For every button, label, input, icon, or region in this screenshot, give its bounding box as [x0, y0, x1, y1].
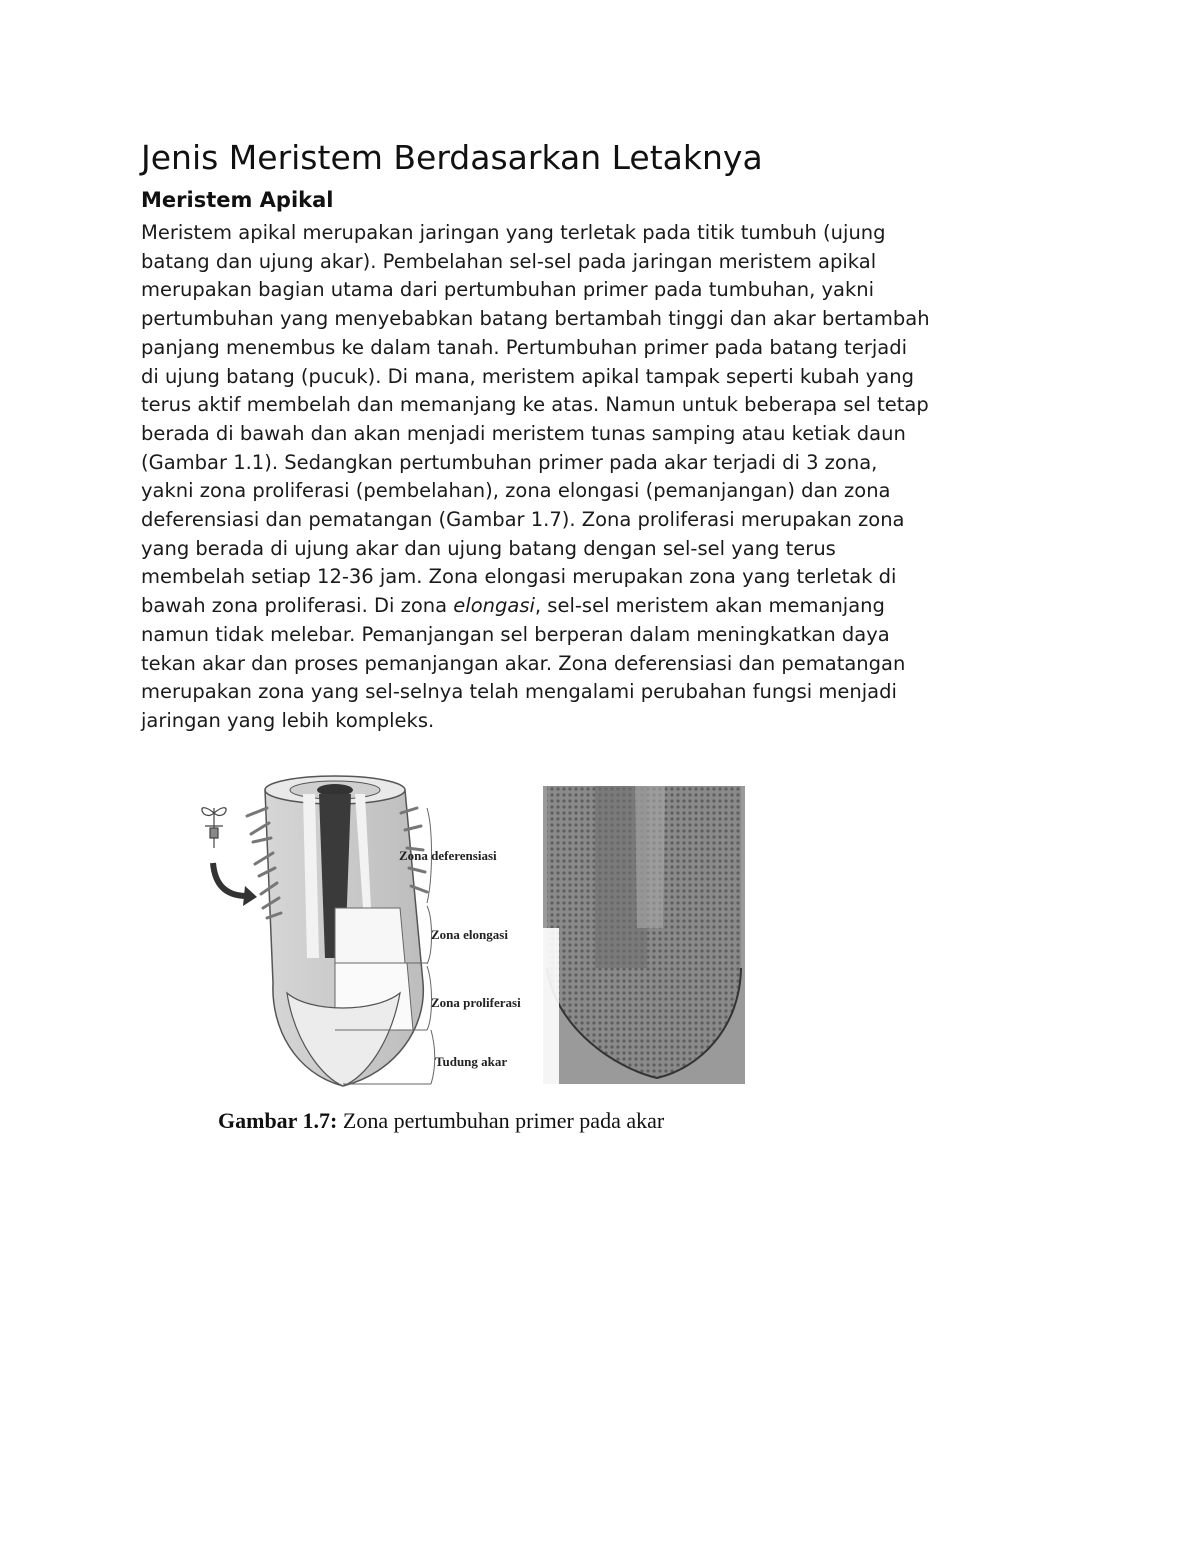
label-zona-elongasi: Zona elongasi: [431, 927, 508, 942]
paragraph-line: panjang menembus ke dalam tanah. Pertumbuhan primer pada batang terjadi: [141, 335, 908, 359]
seedling-icon: [202, 808, 226, 848]
paragraph-line: yang berada di ujung akar dan ujung batang dengan sel-sel yang terus: [141, 536, 836, 560]
arrow-icon: [213, 863, 247, 896]
italic-term: elongasi: [453, 594, 535, 618]
paragraph-line: merupakan zona yang sel-selnya telah mengalami perubahan fungsi menjadi: [141, 680, 897, 704]
paragraph-line: membelah setiap 12-36 jam. Zona elongasi merupakan zona yang terletak di: [141, 565, 897, 589]
page-title: Jenis Meristem Berdasarkan Letaknya: [141, 138, 763, 177]
paragraph-line: terus aktif membelah dan memanjang ke atas. Namun untuk beberapa sel tetap: [141, 393, 929, 417]
paragraph-line: (Gambar 1.1). Sedangkan pertumbuhan primer pada akar terjadi di 3 zona,: [141, 450, 878, 474]
label-tudung-akar: Tudung akar: [435, 1054, 508, 1069]
paragraph-line: batang dan ujung akar). Pembelahan sel-sel pada jaringan meristem apikal: [141, 249, 877, 273]
paragraph-line: yakni zona proliferasi (pembelahan), zona elongasi (pemanjangan) dan zona: [141, 479, 891, 503]
paragraph-line: Meristem apikal merupakan jaringan yang terletak pada titik tumbuh (ujung: [141, 221, 886, 244]
section-heading: Meristem Apikal: [141, 188, 334, 212]
body-paragraph: [141, 219, 1041, 736]
root-diagram: [195, 768, 755, 1098]
paragraph-line: deferensiasi dan pematangan (Gambar 1.7). Zona proliferasi merupakan zona: [141, 508, 905, 532]
figure-caption: Gambar 1.7: Zona pertumbuhan primer pada akar: [218, 1108, 665, 1133]
paragraph-line: bawah zona proliferasi. Di zona elongasi, sel-sel meristem akan memanjang: [141, 594, 885, 618]
label-zona-proliferasi: Zona proliferasi: [431, 995, 521, 1010]
paragraph-line: pertumbuhan yang menyebabkan batang bertambah tinggi dan akar bertambah: [141, 307, 930, 331]
paragraph-line: jaringan yang lebih kompleks.: [141, 708, 435, 732]
paragraph-line: namun tidak melebar. Pemanjangan sel berperan dalam meningkatkan daya: [141, 622, 890, 646]
paragraph-line: di ujung batang (pucuk). Di mana, meristem apikal tampak seperti kubah yang: [141, 364, 914, 388]
paragraph-line: merupakan bagian utama dari pertumbuhan primer pada tumbuhan, yakni: [141, 278, 875, 302]
paragraph-line: berada di bawah dan akan menjadi meristem tunas samping atau ketiak daun: [141, 421, 906, 445]
root-zone-figure: [195, 768, 755, 1148]
root-tip-micrograph: [543, 786, 745, 1084]
label-zona-deferensiasi: Zona deferensiasi: [399, 848, 497, 863]
paragraph-line: tekan akar dan proses pemanjangan akar. Zona deferensiasi dan pematangan: [141, 651, 906, 675]
